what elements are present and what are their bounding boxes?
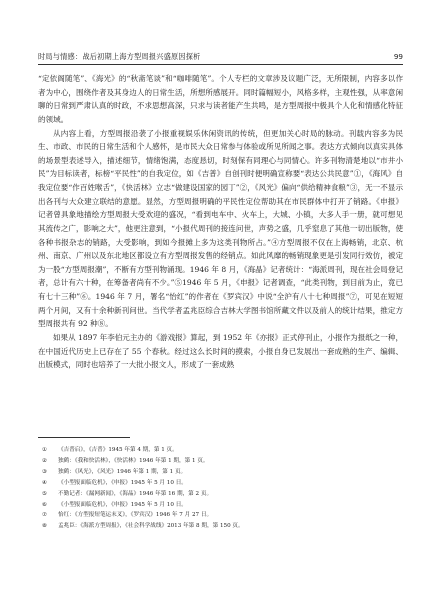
footnote-mark: ④ [42, 479, 48, 486]
footnote-mark: ⑤ [42, 490, 48, 497]
footnote-divider [38, 437, 130, 438]
footnote [38, 521, 403, 532]
footnote-text: 独鹤：《风光》，《风光》1946 年第 1 期，第 1 页。 [58, 468, 187, 475]
footnote [38, 489, 403, 500]
paragraph: 从内容上看，方型周报沿袭了小报重视娱乐休闲资讯的传统，但更加关心时局的脉动。刊载内容多为民生、市政、市民的日常生活和个人感怀，是市民大众日常参与体验或所见所闻之事。表达方式倾向以真实具体的场景型表述导入，描述细节，情绪饱满，态度恳切，时刻保有同理心与同情心。许多刊物清楚地以“市井小民”为目标读者，标榜“平民性”的自我定位，如《吉普》自创刊时便明确宣称要“表达公共民意”①，《海风》自我定位要“作百姓喉舌”，《快活林》立志“做建设国家的园丁”②，《风光》偏向“供给精神食粮”③，无一不显示出各刊与大众建立联结的意愿。显然，方型周报明确的平民性定位帮助其在市民群体中打开了销路。《申报》记者曾具象地描绘方型周报大受欢迎的盛况，“看到电车中、火车上，大城、小镇，大多人手一册，就可想见其流传之广，影响之大”，他更注意到，“小报代周刊的接连问世，声势之盛，几乎窒息了其他一切出版物，使各种书报杂志的销路，大受影响，到如今报摊上多为这类刊物所占。”④方型周报不仅在上海畅销，北京、杭州、南京、广州以及东北地区都设立有方型周报发售的经销点。如此风靡的畅销现象更是引发同行效仿，被定为一股“方型周报潮”，不断有方型刊物涌现。1946 年 8 月，《海晶》记者统计：“海派周刊，现在社会局登记者，总计有六十种，在筹备者尚有不少。”⑤1946 年 5 月，《申报》记者调查，“此类刊物，到目前为止，竟已有七十三种”⑥。1946 年 7 月，署名“怡红”的作者在《罗宾汉》中说“全沪有八十七种周报”⑦，可见在短短两个月间，又有十余种新刊问世。当代学者孟兆臣综合吉林大学图书馆所藏文件以及前人的统计结果，推定方型周报共有 92 种⑧。 [38, 128, 403, 329]
footnote-text: 独鹤：《我和快活林》，《快活林》1946 年第 1 期，第 1 页。 [58, 457, 209, 464]
footnote [38, 478, 403, 489]
footnote-mark: ⑧ [42, 523, 48, 530]
footnote [38, 510, 403, 521]
footnote-text: 怡红：《方型报短笔运末叉》，《罗宾汉》1946 年 7 月 27 日。 [58, 512, 213, 519]
footnote-mark: ⑦ [42, 512, 48, 519]
body-text [38, 72, 403, 372]
running-head: 时局与情感：战后初期上海方型周报兴盛原因探析 [38, 52, 201, 61]
footnote-mark: ① [42, 447, 48, 453]
footnote-text: 孟兆臣：《海派方型周报》，《社会科学战线》2013 年第 8 期，第 150 页。 [58, 523, 244, 530]
footnote-mark: ② [42, 457, 48, 464]
footnote-text: 《吉普启》，《吉普》1945 年第 4 期，第 1 页。 [58, 447, 178, 453]
paragraph: “定依阁随笔”、《海光》的“秋斋笔谈”和“咖啡随笔”。个人专栏的文章涉及议题广泛，无所限制，内容多以作者为中心，围绕作者及其身边人的日常生活，所想所感展开。同时篇幅短小，风格多样，主观性强，从率意闲聊的日常到严肃认真的时政，不求思想高深，只求与读者能产生共鸣，是方型周报中极具个人化和情感化特征的领域。 [38, 74, 403, 124]
page-number: 99 [393, 52, 403, 61]
footnote [38, 456, 403, 467]
footnote [38, 500, 403, 511]
footnote-text: 《小型报面临危机》，《申报》1945 年 5 月 10 日。 [58, 479, 187, 486]
footnote-mark: ⑥ [42, 501, 48, 508]
footnote-text: 不勤记者：《漏网新闻》，《海晶》1946 年第 16 期，第 2 页。 [58, 490, 213, 497]
footnote-text: 《小型报面临危机》，《申报》1945 年 5 月 10 日。 [58, 501, 187, 508]
footnote [38, 445, 403, 456]
footnotes [38, 445, 403, 532]
footnote [38, 467, 403, 478]
page-header [38, 52, 403, 65]
footnote-mark: ③ [42, 468, 48, 475]
paragraph: 如果从 1897 年李伯元主办的《游戏报》算起，到 1952 年《亦报》正式停刊止，小报作为报纸之一种，在中国近代历史上已存在了 55 个春秋。经过这么长时间的摸索，小报自身已发展出一套成熟的生产、编辑、出版模式，同时也培养了一大批小报文人，形成了一套成熟 [38, 332, 403, 370]
